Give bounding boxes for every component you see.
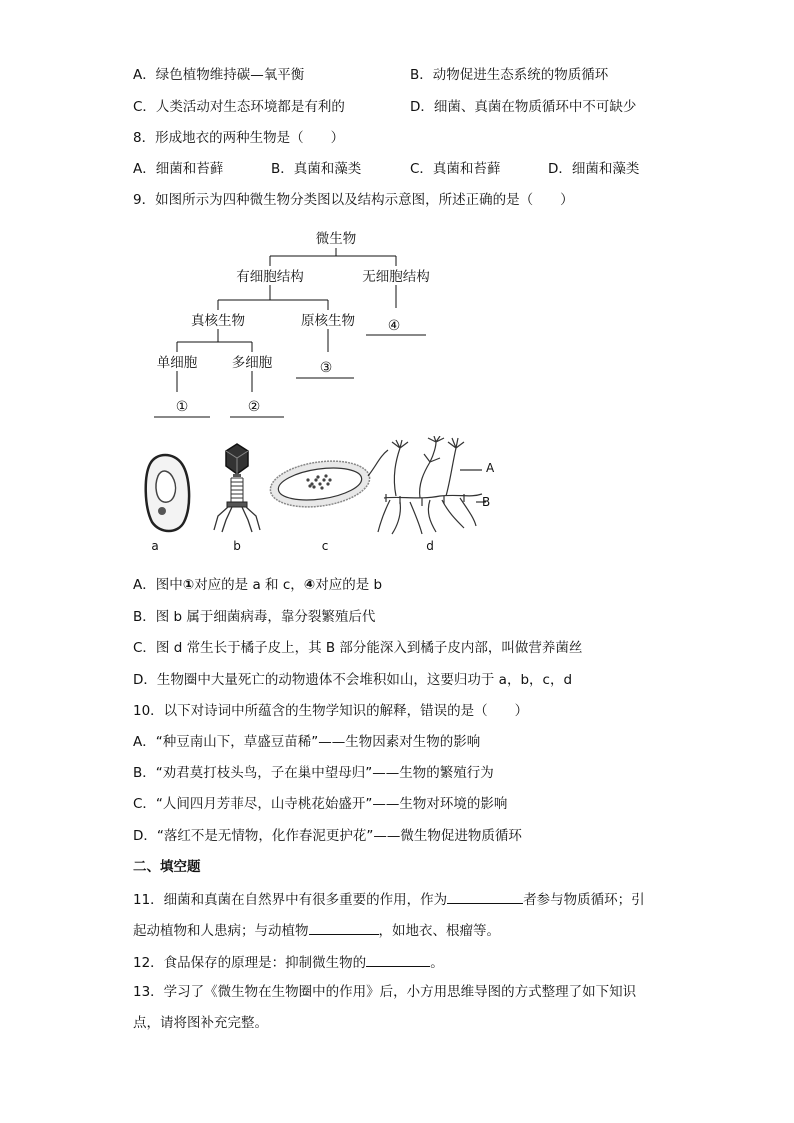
figure-label-a: a <box>151 539 159 553</box>
tree-unicellular: 单细胞 <box>156 355 198 371</box>
q11-line2 <box>133 920 500 940</box>
tree-eukaryote: 真核生物 <box>191 313 245 329</box>
q7-option-d: D．细菌、真菌在物质循环中不可缺少 <box>410 99 637 115</box>
q9-option-a <box>133 576 382 594</box>
q9-option-a-prefix: A．图中 <box>133 577 183 593</box>
microbe-figures <box>130 436 510 560</box>
tree-prokaryote: 原核生物 <box>301 313 355 329</box>
q8-option-a: A．细菌和苔藓 <box>133 161 224 177</box>
q11-text-3: 起动植物和人患病；与动植物 <box>133 923 309 939</box>
figure-label-b: b <box>233 539 241 553</box>
q10-option-d: D．“落红不是无情物，化作春泥更护花”——微生物促进物质循环 <box>133 828 522 844</box>
tree-blank-1: ① <box>175 399 189 415</box>
q11-text-2: 者参与物质循环；引 <box>523 892 645 908</box>
q10-stem: 10．以下对诗词中所蕴含的生物学知识的解释，错误的是（ ） <box>133 703 529 719</box>
classification-tree <box>140 222 460 422</box>
q13-line2: 点，请将图补充完整。 <box>133 1015 268 1031</box>
q12-text-2: 。 <box>430 955 444 971</box>
mold-figure <box>378 436 486 534</box>
tree-acellular: 无细胞结构 <box>362 269 430 285</box>
q13-line1: 13．学习了《微生物在生物圈中的作用》后，小方用思维导图的方式整理了如下知识 <box>133 984 637 1000</box>
q11-text-4: ，如地衣、根瘤等。 <box>378 923 500 939</box>
tree-root: 微生物 <box>315 231 357 247</box>
q10-option-a: A．“种豆南山下，草盛豆苗稀”——生物因素对生物的影响 <box>133 734 481 750</box>
section-title-fill-in: 二、填空题 <box>133 859 201 875</box>
q7-option-b: B．动物促进生态系统的物质循环 <box>410 67 609 83</box>
q12-text-1: 12．食品保存的原理是：抑制微生物的 <box>133 955 367 971</box>
figure-label-d: d <box>426 539 434 553</box>
q9-option-a-middle: 对应的是 a 和 c， <box>194 577 304 593</box>
q9-option-a-circle4: ④ <box>303 577 316 593</box>
bacterium-figure <box>267 450 388 513</box>
q8-option-b: B．真菌和藻类 <box>271 161 362 177</box>
q11-blank-2[interactable] <box>309 920 379 935</box>
q8-option-d: D．细菌和藻类 <box>548 161 640 177</box>
figure-label-c: c <box>321 539 329 553</box>
figure-label-B: B <box>482 495 491 509</box>
q9-stem: 9．如图所示为四种微生物分类图以及结构示意图，所述正确的是（ ） <box>133 192 574 208</box>
q11-text-1: 11．细菌和真菌在自然界中有很多重要的作用，作为 <box>133 892 448 908</box>
q9-option-c: C．图 d 常生长于橘子皮上，其 B 部分能深入到橘子皮内部，叫做营养菌丝 <box>133 640 583 656</box>
q9-option-a-suffix: 对应的是 b <box>315 577 383 593</box>
yeast-cell-figure <box>146 455 189 531</box>
q7-option-c: C．人类活动对生态环境都是有利的 <box>133 99 345 115</box>
tree-cellular: 有细胞结构 <box>236 269 304 285</box>
q10-option-c: C．“人间四月芳菲尽，山寺桃花始盛开”——生物对环境的影响 <box>133 796 508 812</box>
q11-line1 <box>133 889 645 909</box>
q9-option-a-circle1: ① <box>182 577 195 593</box>
q10-option-b: B．“劝君莫打枝头鸟，子在巢中望母归”——生物的繁殖行为 <box>133 765 494 781</box>
q7-option-a: A．绿色植物维持碳—氧平衡 <box>133 67 305 83</box>
q9-option-b: B．图 b 属于细菌病毒，靠分裂繁殖后代 <box>133 609 376 625</box>
q11-blank-1[interactable] <box>447 889 523 904</box>
figure-label-A: A <box>486 461 495 475</box>
tree-blank-2: ② <box>247 399 261 415</box>
bacteriophage-figure <box>214 444 260 532</box>
q12-line <box>133 952 444 972</box>
tree-blank-4: ④ <box>387 318 401 334</box>
tree-multicellular: 多细胞 <box>231 355 273 371</box>
q9-option-d: D．生物圈中大量死亡的动物遗体不会堆积如山，这要归功于 a，b，c，d <box>133 672 573 688</box>
q8-option-c: C．真菌和苔藓 <box>410 161 501 177</box>
q12-blank[interactable] <box>366 952 430 967</box>
q8-stem: 8．形成地衣的两种生物是（ ） <box>133 130 345 146</box>
tree-blank-3: ③ <box>319 360 333 376</box>
